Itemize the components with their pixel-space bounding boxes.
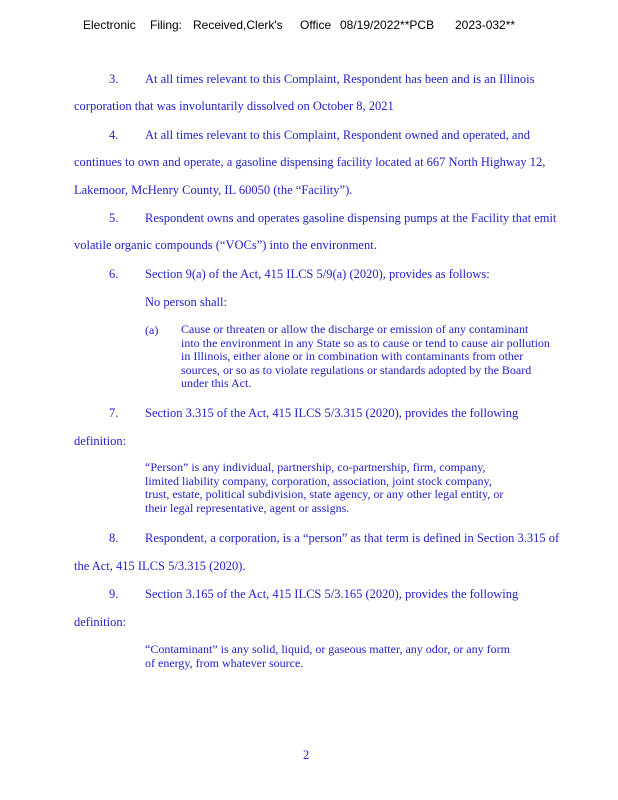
header-received: Received,Clerk's <box>193 18 283 32</box>
quote-6-line: under this Act. <box>181 376 252 391</box>
paragraph-3-line-2: corporation that was involuntarily dissolved on October 8, 2021 <box>74 99 394 113</box>
quote-7-line: trust, estate, political subdivision, state agency, or any other legal entity, or <box>145 487 504 502</box>
paragraph-6-number: 6. <box>109 267 119 281</box>
paragraph-9-line-2: definition: <box>74 615 127 629</box>
paragraph-4-number: 4. <box>109 128 119 142</box>
page-number: 2 <box>303 748 310 762</box>
paragraph-5-line-2: volatile organic compounds (“VOCs”) into the environment. <box>74 238 377 252</box>
quote-6-block <box>181 323 550 391</box>
paragraph-5-number: 5. <box>109 211 119 225</box>
paragraph-7-line-2: definition: <box>74 434 127 448</box>
paragraph-6-line-1: Section 9(a) of the Act, 415 ILCS 5/9(a) (2020), provides as follows: <box>145 267 490 281</box>
paragraph-7-number: 7. <box>109 406 119 420</box>
paragraph-8-number: 8. <box>109 531 119 545</box>
paragraph-4-line-3: Lakemoor, McHenry County, IL 60050 (the “Facility”). <box>74 183 353 197</box>
header-filing: Filing: <box>150 18 183 32</box>
paragraph-8-line-2: the Act, 415 ILCS 5/3.315 (2020). <box>74 559 246 573</box>
quote-7-line: their legal representative, agent or assigns. <box>145 500 350 515</box>
paragraph-9-number: 9. <box>109 587 119 601</box>
paragraph-3-line-1: At all times relevant to this Complaint, Respondent has been and is an Illinois <box>145 72 535 86</box>
quote-6-line: sources, or so as to violate regulations or standards adopted by the Board <box>181 362 532 377</box>
quote-9-block <box>145 643 510 670</box>
quote-9-line: “Contaminant” is any solid, liquid, or gaseous matter, any odor, or any form <box>145 642 510 656</box>
header-office: Office <box>300 18 332 32</box>
paragraph-9-line-1: Section 3.165 of the Act, 415 ILCS 5/3.165 (2020), provides the following <box>145 587 519 601</box>
quote-6-line: into the environment in any State so as to cause or tend to cause air pollution <box>181 335 550 350</box>
paragraph-8-line-1: Respondent, a corporation, is a “person” as that term is defined in Section 3.315 of <box>145 531 560 545</box>
quote-6-line: in Illinois, either alone or in combination with contaminants from other <box>181 349 524 364</box>
quote-7-line: limited liability company, corporation, association, joint stock company, <box>145 473 492 488</box>
paragraph-3-number: 3. <box>109 72 119 86</box>
quote-9-line: of energy, from whatever source. <box>145 655 304 670</box>
quote-6-label: (a) <box>145 323 159 337</box>
paragraph-5-line-1: Respondent owns and operates gasoline dispensing pumps at the Facility that emit <box>145 211 557 225</box>
header-date: 08/19/2022**PCB <box>340 18 435 32</box>
header-electronic: Electronic <box>83 18 136 32</box>
paragraph-4-line-2: continues to own and operate, a gasoline dispensing facility located at 667 North Highway 12, <box>74 155 546 169</box>
quote-7-block <box>145 461 503 515</box>
quote-6-intro: No person shall: <box>145 295 227 309</box>
quote-7-line: “Person” is any individual, partnership, co-partnership, firm, company, <box>145 460 486 474</box>
quote-6-line: Cause or threaten or allow the discharge or emission of any contaminant <box>181 322 529 336</box>
paragraph-4-line-1: At all times relevant to this Complaint, Respondent owned and operated, and <box>145 128 530 142</box>
header-docket: 2023-032** <box>455 18 516 32</box>
paragraph-7-line-1: Section 3.315 of the Act, 415 ILCS 5/3.315 (2020), provides the following <box>145 406 519 420</box>
